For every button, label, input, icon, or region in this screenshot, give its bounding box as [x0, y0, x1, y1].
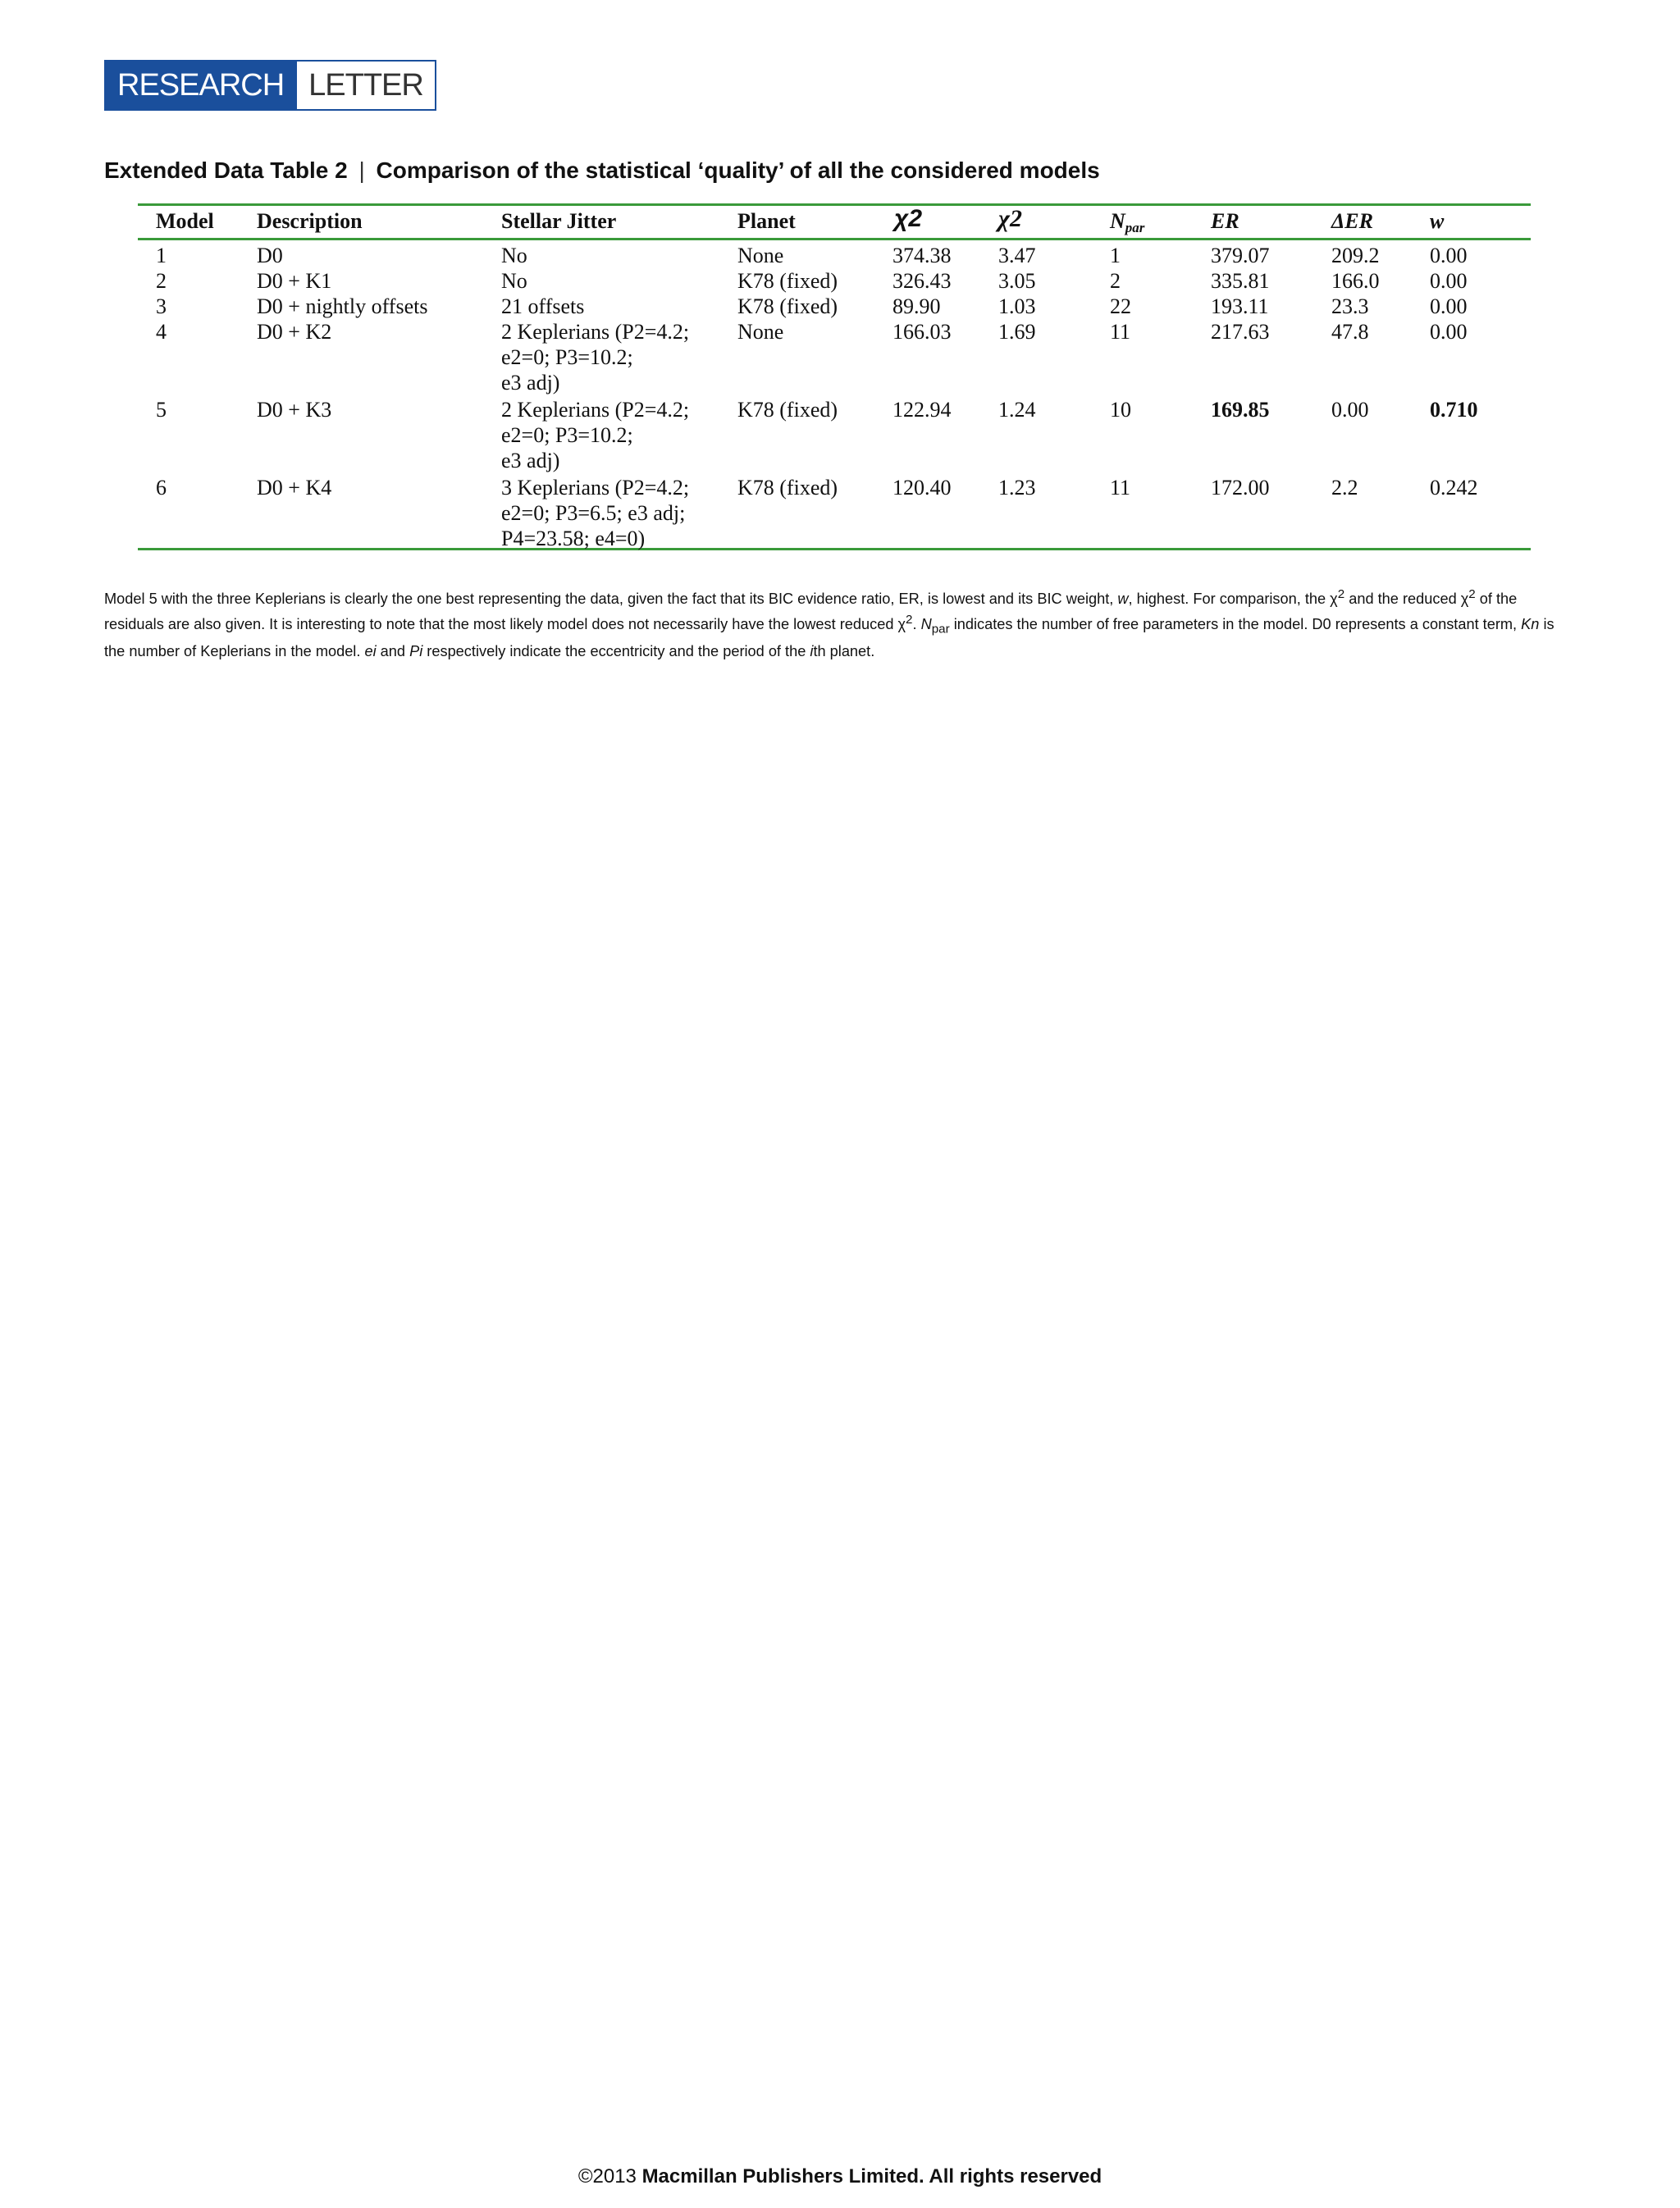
- footnote-text: Model 5 with the three Keplerians is clearly the one best representing the data, given the fact that its BIC evidence ratio, ER, is lowest and its BIC weight,: [104, 591, 1118, 608]
- footnote-kn: Kn: [1521, 616, 1540, 633]
- copyright-year: ©2013: [578, 2165, 637, 2187]
- row5-jitter-line3: e3 adj): [501, 449, 560, 472]
- row5-chi2: 122.94: [892, 398, 952, 422]
- row4-w: 0.00: [1430, 320, 1468, 344]
- table-title: [104, 157, 1100, 184]
- row3-jitter: 21 offsets: [501, 294, 585, 318]
- article-type-label: LETTER: [297, 60, 436, 111]
- row3-description: D0 + nightly offsets: [257, 294, 428, 318]
- footnote-text: and the reduced χ: [1344, 591, 1469, 608]
- row5-delta-er: 0.00: [1331, 398, 1369, 422]
- footnote-text: th planet.: [813, 642, 875, 659]
- row2-reduced-chi2: 3.05: [998, 269, 1036, 293]
- footnote-text: respectively indicate the eccentricity and the period of the: [422, 642, 810, 659]
- row5-planet: K78 (fixed): [737, 398, 838, 422]
- section-label: RESEARCH: [104, 60, 297, 111]
- row6-planet: K78 (fixed): [737, 476, 838, 500]
- publisher-rights: Macmillan Publishers Limited. All rights reserved: [641, 2165, 1102, 2187]
- header-er: ER: [1211, 209, 1239, 233]
- row3-er: 193.11: [1211, 294, 1269, 318]
- footnote-npar-sub: par: [931, 622, 950, 636]
- row4-npar: 11: [1110, 320, 1131, 344]
- row6-jitter-line1: 3 Keplerians (P2=4.2;: [501, 476, 690, 500]
- row4-jitter-line1: 2 Keplerians (P2=4.2;: [501, 320, 690, 344]
- table-footnote: [104, 584, 1564, 662]
- header-npar-subscript: par: [1125, 220, 1145, 235]
- footnote-text: .: [912, 616, 921, 633]
- header-npar: [1110, 208, 1144, 240]
- footnote-ei: ei: [364, 642, 377, 659]
- row1-planet: None: [737, 244, 784, 267]
- row1-npar: 1: [1110, 244, 1121, 267]
- header-model: Model: [156, 209, 214, 233]
- row2-description: D0 + K1: [257, 269, 332, 293]
- row1-description: D0: [257, 244, 283, 267]
- footnote-pi: Pi: [409, 642, 423, 659]
- header-reduced-chi2: χ2: [998, 205, 1022, 232]
- header-npar-main: N: [1110, 209, 1125, 233]
- row3-npar: 22: [1110, 294, 1131, 318]
- row4-delta-er: 47.8: [1331, 320, 1369, 344]
- row4-reduced-chi2: 1.69: [998, 320, 1036, 344]
- row4-chi2: 166.03: [892, 320, 952, 344]
- row2-planet: K78 (fixed): [737, 269, 838, 293]
- row5-reduced-chi2: 1.24: [998, 398, 1036, 422]
- row3-model: 3: [156, 294, 167, 318]
- title-separator: |: [358, 157, 365, 183]
- row6-jitter-line2: e2=0; P3=6.5; e3 adj;: [501, 501, 686, 525]
- footnote-sup: 2: [1468, 587, 1476, 601]
- header-delta-er: ΔER: [1331, 209, 1373, 233]
- row6-er: 172.00: [1211, 476, 1270, 500]
- row2-delta-er: 166.0: [1331, 269, 1380, 293]
- row5-model: 5: [156, 398, 167, 422]
- row5-jitter-line1: 2 Keplerians (P2=4.2;: [501, 398, 690, 422]
- row6-reduced-chi2: 1.23: [998, 476, 1036, 500]
- header-description: Description: [257, 209, 363, 233]
- row5-w: 0.710: [1430, 398, 1478, 422]
- header-w: w: [1430, 209, 1445, 233]
- row1-er: 379.07: [1211, 244, 1270, 267]
- header-stellar-jitter: Stellar Jitter: [501, 209, 617, 233]
- footnote-npar: N: [920, 616, 932, 633]
- row4-jitter-line3: e3 adj): [501, 371, 560, 395]
- row2-chi2: 326.43: [892, 269, 952, 293]
- row2-er: 335.81: [1211, 269, 1270, 293]
- row6-jitter-line3: P4=23.58; e4=0): [501, 527, 646, 550]
- row5-jitter-line2: e2=0; P3=10.2;: [501, 423, 633, 447]
- row6-delta-er: 2.2: [1331, 476, 1358, 500]
- row3-chi2: 89.90: [892, 294, 941, 318]
- table-top-rule: [138, 203, 1531, 206]
- row3-planet: K78 (fixed): [737, 294, 838, 318]
- row6-chi2: 120.40: [892, 476, 952, 500]
- table-header-rule: [138, 238, 1531, 240]
- row3-delta-er: 23.3: [1331, 294, 1369, 318]
- footnote-sup: 2: [1337, 587, 1345, 601]
- row1-delta-er: 209.2: [1331, 244, 1380, 267]
- row4-description: D0 + K2: [257, 320, 332, 344]
- row6-model: 6: [156, 476, 167, 500]
- row1-w: 0.00: [1430, 244, 1468, 267]
- footnote-text: , highest. For comparison, the χ: [1128, 591, 1338, 608]
- row2-model: 2: [156, 269, 167, 293]
- row5-er: 169.85: [1211, 398, 1270, 422]
- row2-npar: 2: [1110, 269, 1121, 293]
- row5-description: D0 + K3: [257, 398, 332, 422]
- row1-jitter: No: [501, 244, 527, 267]
- row1-reduced-chi2: 3.47: [998, 244, 1036, 267]
- row2-w: 0.00: [1430, 269, 1468, 293]
- row4-er: 217.63: [1211, 320, 1270, 344]
- footnote-text: is the number of Keplerians in the model.: [104, 616, 1554, 659]
- footnote-sup: 2: [906, 613, 913, 627]
- table-number: Extended Data Table 2: [104, 157, 348, 183]
- row4-model: 4: [156, 320, 167, 344]
- table-bottom-rule: [138, 548, 1531, 550]
- footnote-text: indicates the number of free parameters in the model. D0 represents a constant term,: [949, 616, 1522, 633]
- row3-reduced-chi2: 1.03: [998, 294, 1036, 318]
- row1-model: 1: [156, 244, 167, 267]
- table-caption: Comparison of the statistical ‘quality’ of all the considered models: [376, 157, 1100, 183]
- row4-jitter-line2: e2=0; P3=10.2;: [501, 345, 633, 369]
- footnote-i: i: [810, 642, 814, 659]
- section-badge: [104, 60, 436, 111]
- copyright-footer: [0, 2165, 1680, 2188]
- row6-description: D0 + K4: [257, 476, 332, 500]
- header-chi2: χ2: [894, 205, 923, 232]
- row6-w: 0.242: [1430, 476, 1478, 500]
- row3-w: 0.00: [1430, 294, 1468, 318]
- footnote-text: and: [376, 642, 410, 659]
- footnote-w: w: [1117, 591, 1129, 608]
- row5-npar: 10: [1110, 398, 1131, 422]
- row4-planet: None: [737, 320, 784, 344]
- row6-npar: 11: [1110, 476, 1131, 500]
- row2-jitter: No: [501, 269, 527, 293]
- row1-chi2: 374.38: [892, 244, 952, 267]
- footnote-text: of the residuals are also given. It is interesting to note that the most likely model does not necessarily have the lowest reduced χ: [104, 591, 1518, 633]
- header-planet: Planet: [737, 209, 796, 233]
